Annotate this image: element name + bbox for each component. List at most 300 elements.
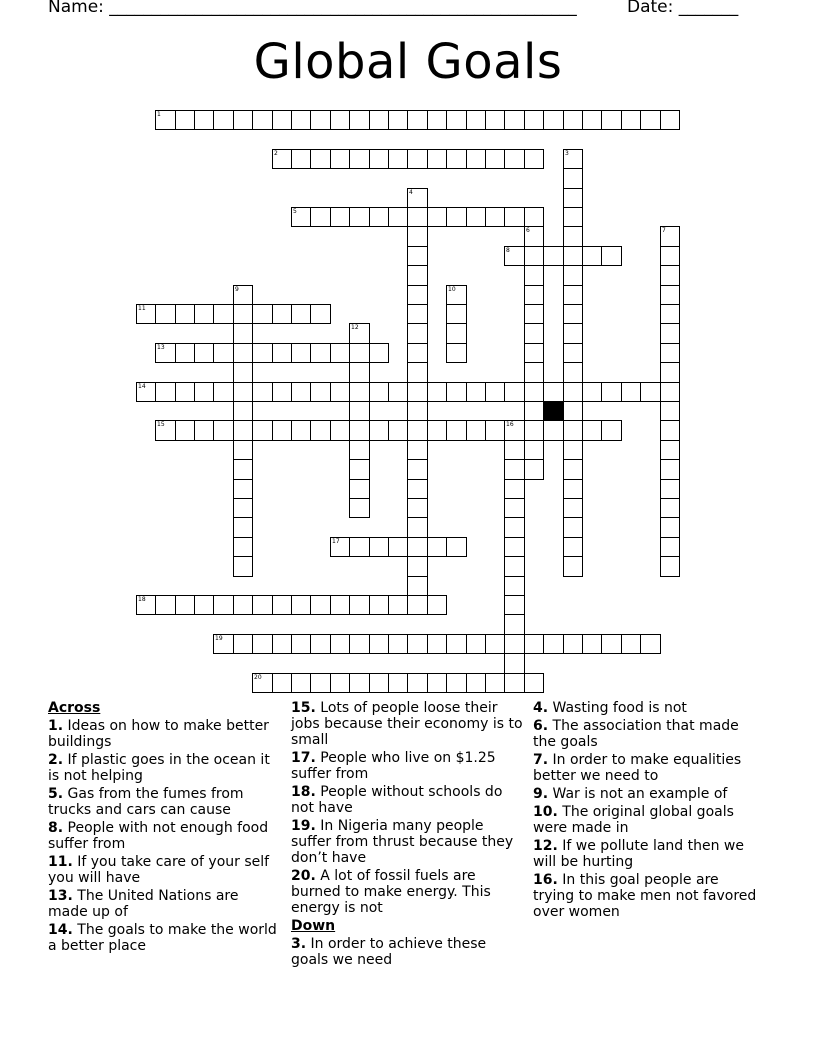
grid-cell[interactable] xyxy=(407,110,428,130)
grid-cell[interactable] xyxy=(427,634,447,654)
grid-cell[interactable] xyxy=(291,304,311,324)
grid-cell[interactable] xyxy=(252,595,273,615)
grid-cell[interactable] xyxy=(446,285,467,305)
grid-cell[interactable] xyxy=(194,110,214,130)
grid-cell[interactable] xyxy=(504,440,525,460)
grid-cell[interactable] xyxy=(310,149,331,169)
grid-cell[interactable] xyxy=(310,420,331,441)
grid-cell[interactable] xyxy=(466,420,486,441)
grid-cell[interactable] xyxy=(252,382,273,402)
grid-cell[interactable] xyxy=(660,556,680,577)
grid-cell[interactable] xyxy=(660,517,680,538)
grid-cell[interactable] xyxy=(563,537,583,557)
grid-cell[interactable] xyxy=(504,459,525,480)
grid-cell[interactable] xyxy=(504,576,525,596)
grid-cell[interactable] xyxy=(543,382,564,402)
grid-cell[interactable] xyxy=(349,343,370,363)
grid-cell[interactable] xyxy=(330,207,350,227)
grid-cell[interactable] xyxy=(194,595,214,615)
grid-cell[interactable] xyxy=(349,595,370,615)
grid-cell[interactable] xyxy=(563,323,583,344)
grid-cell[interactable] xyxy=(213,343,234,363)
grid-cell[interactable] xyxy=(446,207,467,227)
grid-cell[interactable] xyxy=(407,556,428,577)
grid-cell[interactable] xyxy=(446,634,467,654)
grid-cell[interactable] xyxy=(504,614,525,635)
grid-cell[interactable] xyxy=(388,207,408,227)
grid-cell[interactable] xyxy=(252,634,273,654)
grid-cell[interactable] xyxy=(563,479,583,499)
clue-number: 1 xyxy=(157,111,161,118)
grid-cell[interactable] xyxy=(194,420,214,441)
grid-cell[interactable] xyxy=(388,149,408,169)
grid-cell[interactable] xyxy=(407,595,428,615)
grid-cell[interactable] xyxy=(563,207,583,227)
grid-cell[interactable] xyxy=(524,207,544,227)
grid-cell[interactable] xyxy=(660,265,680,286)
grid-cell[interactable] xyxy=(407,188,428,208)
grid-cell[interactable] xyxy=(524,440,544,460)
grid-cell[interactable] xyxy=(388,673,408,693)
grid-cell[interactable] xyxy=(310,673,331,693)
grid-cell[interactable] xyxy=(407,343,428,363)
grid-cell[interactable] xyxy=(369,382,389,402)
grid-cell[interactable] xyxy=(640,634,661,654)
grid-cell[interactable] xyxy=(524,401,544,421)
grid-cell[interactable] xyxy=(349,459,370,480)
grid-cell[interactable] xyxy=(233,634,253,654)
grid-cell[interactable] xyxy=(291,673,311,693)
grid-cell[interactable] xyxy=(407,285,428,305)
grid-cell[interactable] xyxy=(349,149,370,169)
grid-cell[interactable] xyxy=(563,168,583,189)
grid-cell[interactable] xyxy=(524,459,544,480)
grid-cell[interactable] xyxy=(660,459,680,480)
grid-cell[interactable] xyxy=(369,149,389,169)
grid-cell[interactable] xyxy=(272,343,292,363)
grid-cell[interactable] xyxy=(233,323,253,344)
grid-cell[interactable] xyxy=(369,343,389,363)
grid-cell[interactable] xyxy=(524,362,544,383)
grid-cell[interactable] xyxy=(310,595,331,615)
grid-cell[interactable] xyxy=(330,382,350,402)
grid-cell[interactable] xyxy=(524,323,544,344)
grid-cell[interactable] xyxy=(485,207,505,227)
grid-cell[interactable] xyxy=(213,420,234,441)
grid-cell[interactable] xyxy=(407,576,428,596)
grid-cell[interactable] xyxy=(504,595,525,615)
grid-cell[interactable] xyxy=(504,517,525,538)
grid-cell[interactable] xyxy=(310,304,331,324)
grid-cell[interactable] xyxy=(330,420,350,441)
grid-cell[interactable] xyxy=(407,420,428,441)
grid-cell[interactable] xyxy=(485,110,505,130)
grid-cell[interactable] xyxy=(563,343,583,363)
grid-cell[interactable] xyxy=(407,304,428,324)
grid-cell[interactable] xyxy=(272,382,292,402)
grid-cell[interactable] xyxy=(660,401,680,421)
grid-cell[interactable] xyxy=(291,207,311,227)
grid-cell[interactable] xyxy=(291,595,311,615)
grid-cell[interactable] xyxy=(291,149,311,169)
grid-cell[interactable] xyxy=(272,673,292,693)
grid-cell[interactable] xyxy=(252,420,273,441)
grid-cell[interactable] xyxy=(194,382,214,402)
grid-cell[interactable] xyxy=(601,420,622,441)
grid-cell[interactable] xyxy=(466,207,486,227)
grid-cell[interactable] xyxy=(310,382,331,402)
grid-cell[interactable] xyxy=(233,556,253,577)
grid-cell[interactable] xyxy=(155,110,176,130)
grid-cell[interactable] xyxy=(407,149,428,169)
grid-cell[interactable] xyxy=(427,537,447,557)
grid-cell[interactable] xyxy=(621,110,641,130)
grid-cell[interactable] xyxy=(213,634,234,654)
grid-cell[interactable] xyxy=(330,595,350,615)
clue-across-5: 5. Gas from the fumes from trucks and cars can cause xyxy=(48,786,244,818)
grid-cell[interactable] xyxy=(407,265,428,286)
grid-cell[interactable] xyxy=(330,634,350,654)
grid-cell[interactable] xyxy=(640,110,661,130)
grid-cell[interactable] xyxy=(446,420,467,441)
grid-cell[interactable] xyxy=(621,634,641,654)
grid-cell[interactable] xyxy=(330,673,350,693)
grid-cell[interactable] xyxy=(563,265,583,286)
grid-cell[interactable] xyxy=(640,382,661,402)
grid-cell[interactable] xyxy=(388,382,408,402)
grid-cell[interactable] xyxy=(660,420,680,441)
grid-cell[interactable] xyxy=(504,537,525,557)
grid-cell[interactable] xyxy=(252,304,273,324)
grid-cell[interactable] xyxy=(291,343,311,363)
grid-cell[interactable] xyxy=(369,537,389,557)
grid-cell[interactable] xyxy=(582,382,602,402)
grid-cell[interactable] xyxy=(407,362,428,383)
grid-cell[interactable] xyxy=(330,537,350,557)
grid-cell[interactable] xyxy=(310,207,331,227)
grid-cell[interactable] xyxy=(291,110,311,130)
grid-cell[interactable] xyxy=(427,382,447,402)
clue-number: 13 xyxy=(157,344,165,351)
grid-cell[interactable] xyxy=(504,246,525,266)
grid-cell[interactable] xyxy=(407,479,428,499)
grid-cell[interactable] xyxy=(524,265,544,286)
grid-cell[interactable] xyxy=(601,246,622,266)
grid-cell[interactable] xyxy=(485,149,505,169)
grid-cell[interactable] xyxy=(446,382,467,402)
grid-cell[interactable] xyxy=(291,382,311,402)
grid-cell[interactable] xyxy=(446,343,467,363)
grid-cell[interactable] xyxy=(213,110,234,130)
grid-cell[interactable] xyxy=(563,304,583,324)
grid-cell[interactable] xyxy=(233,110,253,130)
grid-cell[interactable] xyxy=(543,634,564,654)
grid-cell[interactable] xyxy=(601,634,622,654)
grid-cell[interactable] xyxy=(660,440,680,460)
grid-cell[interactable] xyxy=(563,246,583,266)
grid-cell[interactable] xyxy=(563,285,583,305)
grid-cell[interactable] xyxy=(349,479,370,499)
grid-cell[interactable] xyxy=(155,304,176,324)
grid-cell[interactable] xyxy=(660,343,680,363)
grid-cell[interactable] xyxy=(524,285,544,305)
grid-cell[interactable] xyxy=(330,110,350,130)
grid-cell[interactable] xyxy=(407,517,428,538)
grid-cell[interactable] xyxy=(233,595,253,615)
clue-number: 20 xyxy=(254,674,262,681)
grid-cell[interactable] xyxy=(388,420,408,441)
grid-cell[interactable] xyxy=(155,595,176,615)
grid-cell[interactable] xyxy=(466,149,486,169)
grid-cell[interactable] xyxy=(349,323,370,344)
grid-cell[interactable] xyxy=(524,246,544,266)
grid-cell[interactable] xyxy=(291,420,311,441)
grid-cell[interactable] xyxy=(504,634,525,654)
grid-cell[interactable] xyxy=(524,382,544,402)
grid-cell[interactable] xyxy=(175,382,195,402)
grid-cell[interactable] xyxy=(310,634,331,654)
grid-cell[interactable] xyxy=(660,498,680,518)
grid-cell[interactable] xyxy=(349,537,370,557)
grid-cell[interactable] xyxy=(466,110,486,130)
grid-cell[interactable] xyxy=(213,382,234,402)
grid-cell[interactable] xyxy=(369,420,389,441)
grid-cell[interactable] xyxy=(563,459,583,480)
grid-cell[interactable] xyxy=(272,595,292,615)
grid-cell[interactable] xyxy=(563,556,583,577)
grid-cell[interactable] xyxy=(252,673,273,693)
grid-cell[interactable] xyxy=(233,537,253,557)
grid-cell[interactable] xyxy=(369,673,389,693)
grid-cell[interactable] xyxy=(272,304,292,324)
grid-cell[interactable] xyxy=(485,420,505,441)
grid-cell[interactable] xyxy=(446,673,467,693)
grid-cell[interactable] xyxy=(543,110,564,130)
grid-cell[interactable] xyxy=(349,401,370,421)
grid-cell[interactable] xyxy=(388,110,408,130)
clue-number: 18 xyxy=(138,596,146,603)
grid-cell[interactable] xyxy=(330,343,350,363)
grid-cell[interactable] xyxy=(155,343,176,363)
grid-cell[interactable] xyxy=(233,362,253,383)
grid-cell[interactable] xyxy=(407,401,428,421)
grid-cell[interactable] xyxy=(349,362,370,383)
grid-cell[interactable] xyxy=(155,420,176,441)
grid-cell[interactable] xyxy=(369,110,389,130)
grid-cell[interactable] xyxy=(504,420,525,441)
grid-cell[interactable] xyxy=(446,537,467,557)
grid-cell[interactable] xyxy=(563,440,583,460)
clue-down-12: 12. If we pollute land then we will be hurting xyxy=(533,838,744,870)
grid-cell[interactable] xyxy=(466,382,486,402)
clue-across-14: 14. The goals to make the world a better place xyxy=(48,922,277,954)
grid-cell[interactable] xyxy=(446,149,467,169)
grid-cell[interactable] xyxy=(407,459,428,480)
grid-cell[interactable] xyxy=(427,673,447,693)
grid-cell[interactable] xyxy=(524,634,544,654)
grid-cell[interactable] xyxy=(213,595,234,615)
grid-cell[interactable] xyxy=(582,634,602,654)
grid-cell[interactable] xyxy=(136,304,156,324)
grid-cell[interactable] xyxy=(407,537,428,557)
grid-cell[interactable] xyxy=(349,634,370,654)
grid-cell[interactable] xyxy=(660,246,680,266)
grid-cell[interactable] xyxy=(349,382,370,402)
grid-cell[interactable] xyxy=(485,382,505,402)
grid-cell[interactable] xyxy=(155,382,176,402)
grid-cell[interactable] xyxy=(601,110,622,130)
grid-cell[interactable] xyxy=(563,149,583,169)
grid-cell[interactable] xyxy=(233,285,253,305)
grid-cell[interactable] xyxy=(407,323,428,344)
grid-cell[interactable] xyxy=(233,420,253,441)
grid-cell[interactable] xyxy=(407,226,428,247)
grid-cell[interactable] xyxy=(660,479,680,499)
grid-cell[interactable] xyxy=(233,304,253,324)
grid-cell[interactable] xyxy=(563,498,583,518)
grid-cell[interactable] xyxy=(175,595,195,615)
grid-cell[interactable] xyxy=(582,110,602,130)
grid-cell[interactable] xyxy=(446,110,467,130)
grid-cell[interactable] xyxy=(524,673,544,693)
grid-cell[interactable] xyxy=(504,556,525,577)
grid-cell[interactable] xyxy=(272,149,292,169)
grid-cell[interactable] xyxy=(621,382,641,402)
grid-cell[interactable] xyxy=(407,634,428,654)
grid-cell[interactable] xyxy=(427,149,447,169)
grid-cell[interactable] xyxy=(213,304,234,324)
grid-cell[interactable] xyxy=(466,634,486,654)
grid-cell[interactable] xyxy=(543,420,564,441)
grid-cell[interactable] xyxy=(582,420,602,441)
grid-cell[interactable] xyxy=(524,110,544,130)
grid-cell[interactable] xyxy=(524,420,544,441)
grid-cell[interactable] xyxy=(175,304,195,324)
grid-cell[interactable] xyxy=(504,479,525,499)
grid-cell[interactable] xyxy=(330,149,350,169)
grid-cell[interactable] xyxy=(504,149,525,169)
grid-cell[interactable] xyxy=(427,595,447,615)
grid-cell[interactable] xyxy=(524,343,544,363)
grid-cell[interactable] xyxy=(407,207,428,227)
grid-cell[interactable] xyxy=(660,362,680,383)
grid-cell[interactable] xyxy=(485,673,505,693)
grid-cell[interactable] xyxy=(310,343,331,363)
grid-cell[interactable] xyxy=(233,401,253,421)
grid-cell[interactable] xyxy=(349,207,370,227)
grid-cell[interactable] xyxy=(407,440,428,460)
grid-cell[interactable] xyxy=(427,420,447,441)
grid-cell[interactable] xyxy=(291,634,311,654)
grid-cell[interactable] xyxy=(563,362,583,383)
grid-cell[interactable] xyxy=(504,498,525,518)
grid-cell[interactable] xyxy=(660,110,680,130)
grid-cell[interactable] xyxy=(272,420,292,441)
grid-cell[interactable] xyxy=(175,420,195,441)
grid-cell[interactable] xyxy=(310,110,331,130)
grid-cell[interactable] xyxy=(252,343,273,363)
grid-cell[interactable] xyxy=(660,382,680,402)
grid-cell[interactable] xyxy=(407,246,428,266)
grid-cell[interactable] xyxy=(233,498,253,518)
grid-cell[interactable] xyxy=(524,304,544,324)
grid-cell[interactable] xyxy=(601,382,622,402)
grid-cell[interactable] xyxy=(582,246,602,266)
grid-cell[interactable] xyxy=(466,673,486,693)
grid-cell[interactable] xyxy=(194,304,214,324)
grid-cell[interactable] xyxy=(504,110,525,130)
grid-cell[interactable] xyxy=(349,110,370,130)
grid-cell[interactable] xyxy=(175,343,195,363)
grid-cell[interactable] xyxy=(543,246,564,266)
grid-cell[interactable] xyxy=(233,517,253,538)
grid-cell[interactable] xyxy=(233,459,253,480)
grid-cell[interactable] xyxy=(388,537,408,557)
grid-cell[interactable] xyxy=(427,207,447,227)
grid-cell[interactable] xyxy=(660,537,680,557)
grid-cell[interactable] xyxy=(563,382,583,402)
grid-cell[interactable] xyxy=(504,673,525,693)
grid-cell[interactable] xyxy=(136,595,156,615)
grid-cell[interactable] xyxy=(504,207,525,227)
grid-cell[interactable] xyxy=(563,401,583,421)
grid-cell[interactable] xyxy=(563,420,583,441)
grid-cell[interactable] xyxy=(349,440,370,460)
grid-cell[interactable] xyxy=(369,207,389,227)
grid-cell[interactable] xyxy=(446,304,467,324)
grid-cell[interactable] xyxy=(233,440,253,460)
grid-cell[interactable] xyxy=(388,595,408,615)
grid-cell[interactable] xyxy=(446,323,467,344)
grid-cell[interactable] xyxy=(233,382,253,402)
clue-number: 16 xyxy=(506,421,514,428)
grid-cell[interactable] xyxy=(349,420,370,441)
grid-cell[interactable] xyxy=(563,110,583,130)
grid-cell[interactable] xyxy=(233,343,253,363)
grid-cell[interactable] xyxy=(660,226,680,247)
grid-cell[interactable] xyxy=(504,382,525,402)
grid-cell[interactable] xyxy=(407,498,428,518)
grid-cell[interactable] xyxy=(194,343,214,363)
grid-cell[interactable] xyxy=(563,634,583,654)
grid-cell[interactable] xyxy=(563,188,583,208)
grid-cell[interactable] xyxy=(485,634,505,654)
grid-cell[interactable] xyxy=(563,517,583,538)
grid-cell[interactable] xyxy=(272,634,292,654)
grid-cell[interactable] xyxy=(136,382,156,402)
grid-cell[interactable] xyxy=(660,285,680,305)
grid-cell[interactable] xyxy=(349,673,370,693)
grid-cell[interactable] xyxy=(369,595,389,615)
grid-cell[interactable] xyxy=(233,479,253,499)
grid-cell[interactable] xyxy=(252,110,273,130)
grid-cell[interactable] xyxy=(272,110,292,130)
grid-cell[interactable] xyxy=(388,634,408,654)
grid-cell[interactable] xyxy=(349,498,370,518)
grid-cell[interactable] xyxy=(369,634,389,654)
grid-cell[interactable] xyxy=(563,226,583,247)
grid-cell[interactable] xyxy=(660,323,680,344)
grid-cell[interactable] xyxy=(407,673,428,693)
grid-cell[interactable] xyxy=(175,110,195,130)
grid-cell[interactable] xyxy=(524,149,544,169)
grid-cell[interactable] xyxy=(407,382,428,402)
clue-number: 12 xyxy=(351,324,359,331)
grid-cell[interactable] xyxy=(427,110,447,130)
grid-cell[interactable] xyxy=(660,304,680,324)
grid-cell[interactable] xyxy=(524,226,544,247)
grid-cell[interactable] xyxy=(504,653,525,674)
